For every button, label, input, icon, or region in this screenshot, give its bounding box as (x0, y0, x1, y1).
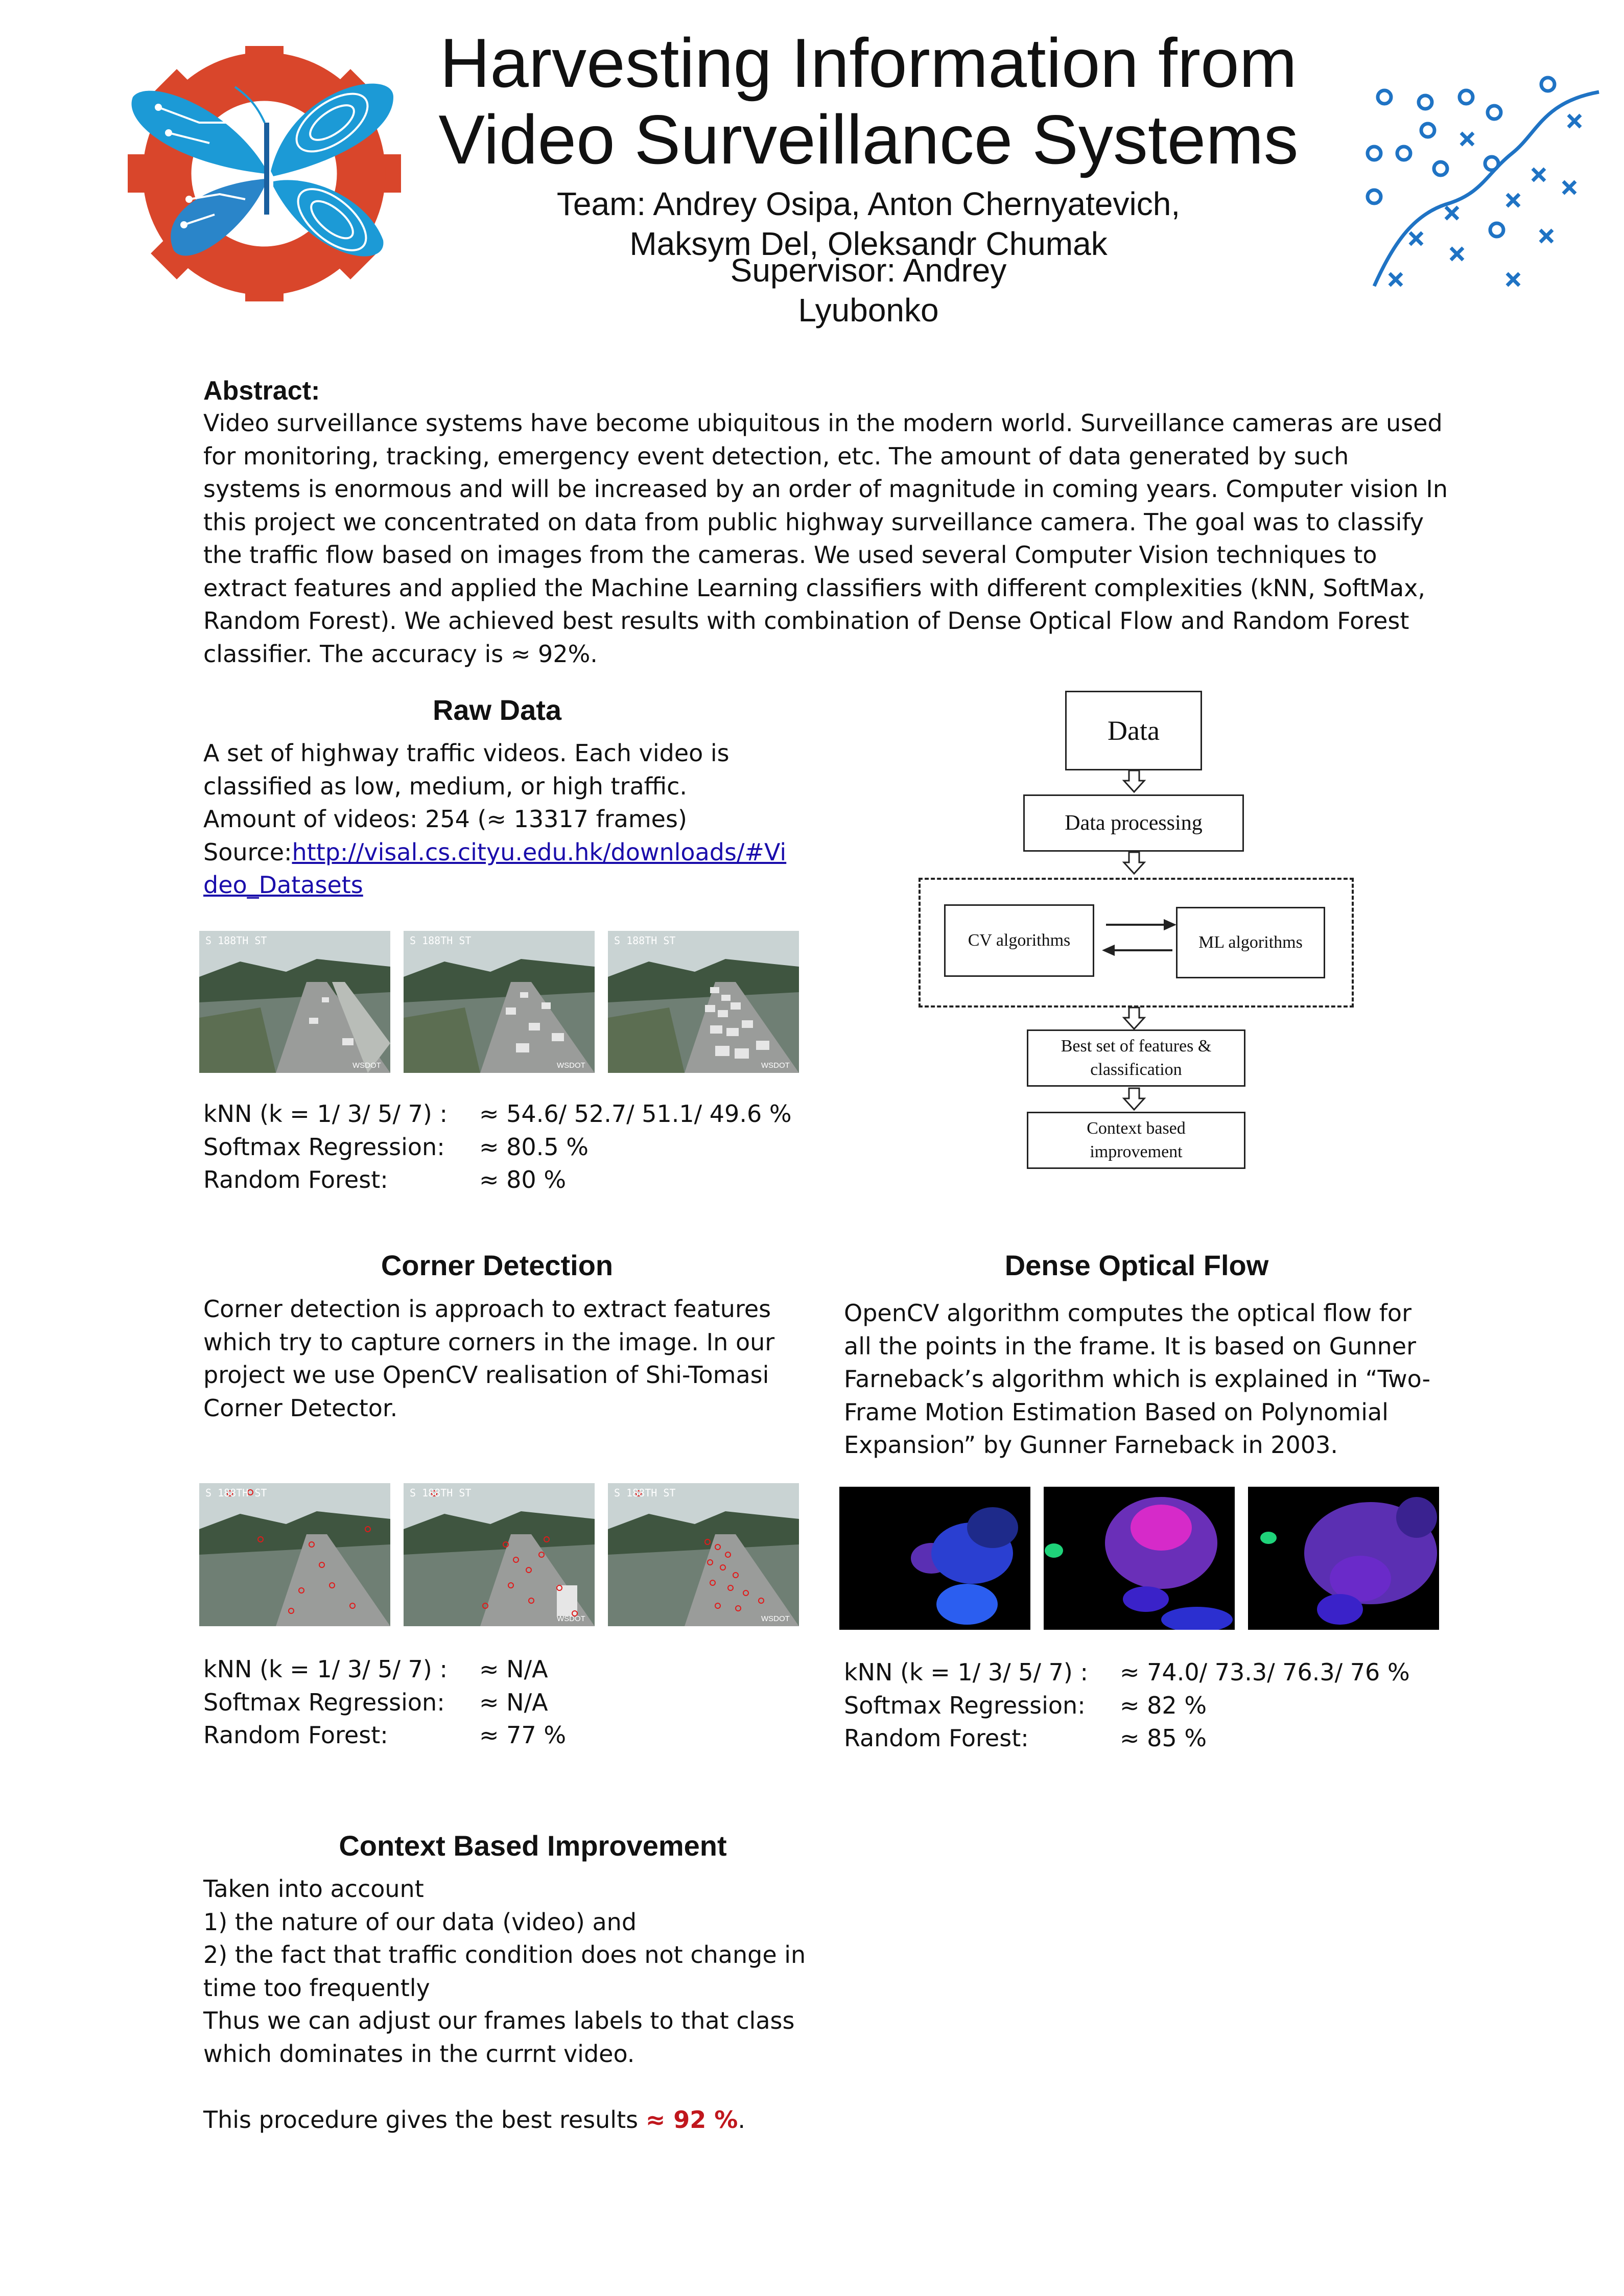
flowchart-cv-box: CV algorithms (944, 904, 1094, 977)
title-line-1: Harvesting Information from (440, 24, 1297, 102)
traffic-frame-medium (404, 931, 595, 1073)
corner-detection-text: Corner detection is approach to extract features which try to capture corners in the image. In our project we use OpenCV realisation of Shi-Tomasi Corner Detector. (203, 1295, 775, 1422)
metric-value: ≈ N/A (479, 1688, 548, 1716)
raw-data-source (203, 836, 796, 902)
supervisor-line-2: Lyubonko (798, 292, 939, 329)
frame-watermark: WSDOT (761, 1614, 790, 1623)
metric-row-knn (844, 1656, 1437, 1689)
metric-value: ≈ 82 % (1120, 1691, 1207, 1719)
metric-row-random-forest (203, 1163, 816, 1197)
raw-data-line-3: Amount of videos: 254 (≈ 13317 frames) (203, 805, 687, 833)
metric-row-knn (203, 1097, 816, 1131)
metric-value: ≈ 54.6/ 52.7/ 51.1/ 49.6 % (479, 1100, 792, 1128)
frame-watermark: WSDOT (761, 1061, 790, 1070)
optical-flow-frame-2 (1044, 1487, 1235, 1630)
metric-label: Softmax Regression: (203, 1133, 445, 1161)
frame-caption: S 188TH ST (410, 1487, 472, 1499)
frame-caption: S 188TH ST (614, 934, 676, 947)
metric-label: Softmax Regression: (203, 1688, 445, 1716)
supervisor-line-1: Supervisor: Andrey (730, 252, 1007, 289)
context-line-2: 1) the nature of our data (video) and (203, 1908, 637, 1936)
result-prefix: This procedure gives the best results (203, 2105, 639, 2134)
flowchart-best-box: Best set of features & classification (1027, 1029, 1245, 1087)
corner-frame-high (608, 1483, 799, 1626)
metric-value: ≈ 80.5 % (479, 1133, 589, 1161)
metric-label: kNN (k = 1/ 3/ 5/ 7) : (203, 1655, 448, 1683)
abstract-label: Abstract: (203, 376, 320, 406)
dense-optical-flow-text: OpenCV algorithm computes the optical flow for all the points in the frame. It is based on Gunner Farneback’s algorithm which is explained in “Two-Frame Motion Estimation Based on Polynomial Expansion” by Gunner Farneback in 2003. (844, 1299, 1431, 1459)
raw-data-heading: Raw Data (432, 694, 562, 726)
frame-watermark: WSDOT (557, 1614, 585, 1623)
corner-detection-metrics (203, 1653, 765, 1752)
dense-optical-flow-metrics (844, 1656, 1437, 1755)
down-arrow-icon (1124, 1008, 1144, 1029)
optical-flow-frame-1 (839, 1487, 1030, 1630)
metric-label: kNN (k = 1/ 3/ 5/ 7) : (844, 1658, 1088, 1686)
metric-value: ≈ 77 % (479, 1721, 567, 1749)
traffic-frame-high (608, 931, 799, 1073)
poster-title (388, 25, 1349, 178)
metric-label: kNN (k = 1/ 3/ 5/ 7) : (203, 1100, 448, 1128)
abstract-text: Video surveillance systems have become ubiquitous in the modern world. Surveillance cameras are used for monitoring, tracking, emergency event detection, etc. The amount of data generated by such systems is enormous and will be increased by an order of magnitude in coming years. Computer vision In this project we concentrated on data from public highway surveillance camera. The goal was to classify the traffic flow based on images from the cameras. We used several Computer Vision techniques to extract features and applied the Machine Learning classifiers with different complexities (kNN, SoftMax, Random Forest). We achieved best results with combination of Dense Optical Flow and Random Forest classifier. The accuracy is ≈ 92%. (203, 409, 1448, 668)
down-arrow-icon (1124, 770, 1144, 792)
frame-watermark: WSDOT (352, 1061, 381, 1070)
scatter-classifier-icon (1359, 72, 1604, 296)
metric-row-softmax (203, 1686, 765, 1719)
result-value: ≈ 92 % (645, 2105, 738, 2134)
down-arrow-icon (1124, 852, 1144, 874)
metric-label: Random Forest: (203, 1166, 388, 1193)
down-arrow-icon (1124, 1088, 1144, 1110)
result-suffix: . (738, 2105, 746, 2134)
metric-value: ≈ 74.0/ 73.3/ 76.3/ 76 % (1120, 1658, 1410, 1686)
metric-label: Random Forest: (203, 1721, 388, 1749)
flowchart-context-box: Context based improvement (1027, 1112, 1245, 1169)
metric-value: ≈ N/A (479, 1655, 548, 1683)
metric-label: Softmax Regression: (844, 1691, 1086, 1719)
frame-watermark: WSDOT (557, 1061, 585, 1070)
metric-value: ≈ 85 % (1120, 1724, 1207, 1752)
raw-data-description (203, 737, 796, 902)
raw-data-metrics (203, 1097, 816, 1197)
supervisor-credits (664, 250, 1073, 330)
title-line-2: Video Surveillance Systems (438, 101, 1299, 178)
context-line-4: Thus we can adjust our frames labels to that class which dominates in the currnt video. (203, 2007, 795, 2068)
corner-frame-low (199, 1483, 390, 1626)
metric-row-softmax (844, 1689, 1437, 1722)
frame-caption: S 188TH ST (410, 934, 472, 947)
gear-butterfly-logo (128, 46, 404, 301)
metric-row-random-forest (203, 1719, 765, 1752)
metric-row-softmax (203, 1131, 816, 1164)
traffic-frame-low (199, 931, 390, 1073)
flowchart-processing-box: Data processing (1023, 794, 1244, 852)
context-text (203, 1872, 847, 2136)
raw-data-line-2: classified as low, medium, or high traffic. (203, 772, 688, 800)
source-label: Source: (203, 838, 292, 866)
metric-value: ≈ 80 % (479, 1166, 567, 1193)
flowchart-connectors (909, 685, 1359, 1185)
metric-label: Random Forest: (844, 1724, 1029, 1752)
context-line-1: Taken into account (203, 1875, 424, 1903)
frame-caption: S 188TH ST (614, 1487, 676, 1499)
metric-row-random-forest (844, 1722, 1437, 1755)
corner-frame-medium (404, 1483, 595, 1626)
corner-detection-heading: Corner Detection (381, 1249, 614, 1281)
flowchart-data-box: Data (1065, 691, 1202, 770)
team-line-1: Team: Andrey Osipa, Anton Chernyatevich, (556, 185, 1181, 222)
team-line-2: Maksym Del, Oleksandr Chumak (629, 225, 1108, 262)
optical-flow-frame-3 (1248, 1487, 1439, 1630)
context-heading: Context Based Improvement (339, 1830, 727, 1862)
frame-caption: S 188TH ST (205, 934, 267, 947)
metric-row-knn (203, 1653, 765, 1686)
flowchart-ml-box: ML algorithms (1176, 907, 1325, 978)
context-line-3: 2) the fact that traffic condition does not change in time too frequently (203, 1941, 806, 2002)
source-link[interactable]: http://visal.cs.cityu.edu.hk/downloads/#Video_Datasets (203, 838, 787, 899)
dense-optical-flow-heading: Dense Optical Flow (1004, 1249, 1269, 1281)
context-result (203, 2103, 847, 2137)
raw-data-line-1: A set of highway traffic videos. Each video is (203, 739, 729, 767)
frame-caption: S 188TH ST (205, 1487, 267, 1499)
